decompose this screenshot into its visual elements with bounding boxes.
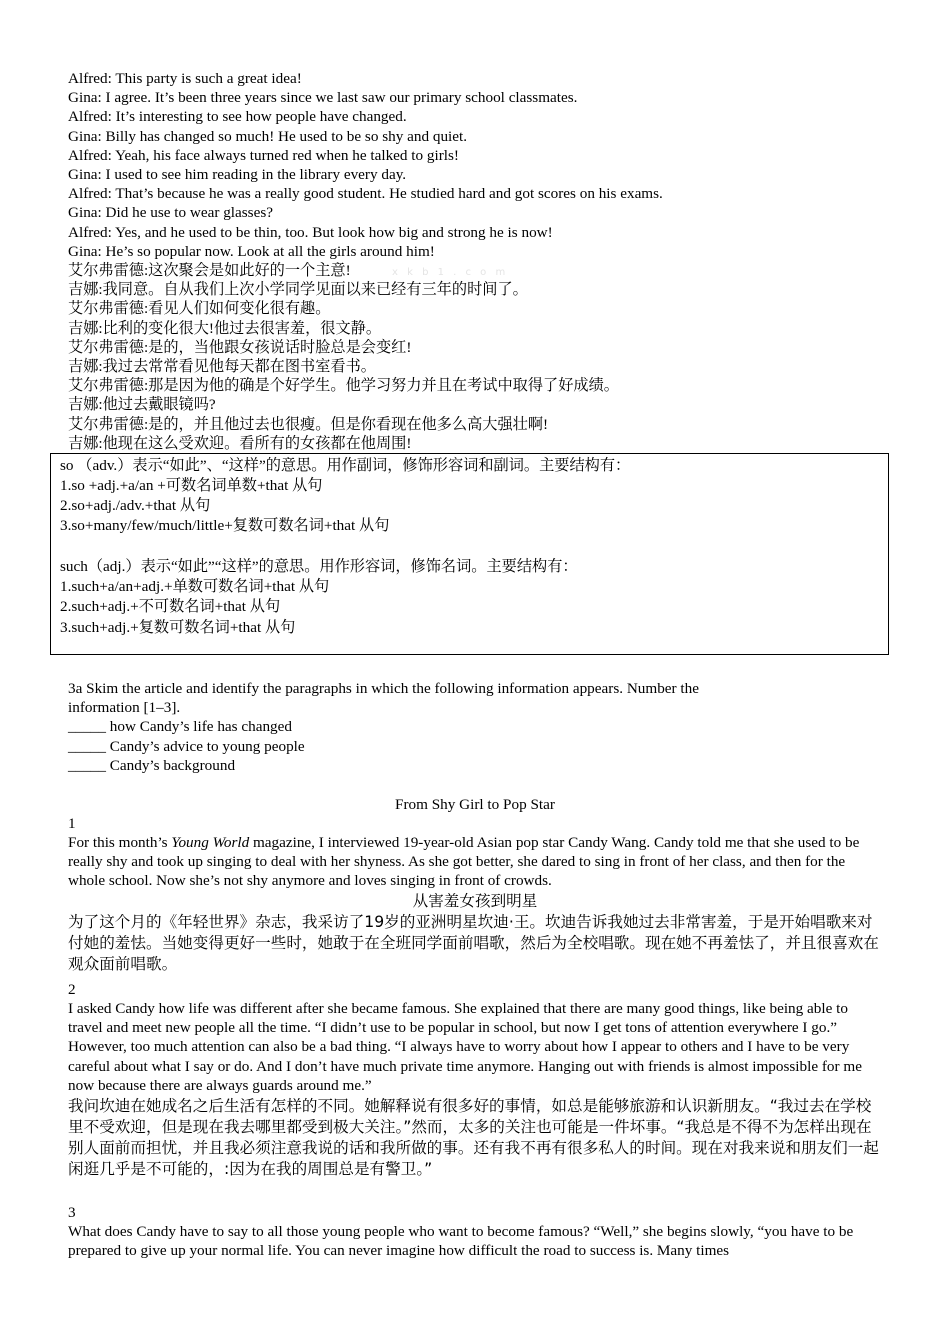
dialogue-line: 吉娜:他现在这么受欢迎。看所有的女孩都在他周围!	[68, 434, 412, 452]
paragraph-1-cn: 为了这个月的《年轻世界》杂志，我采访了19岁的亚洲明星坎迪·王。坎迪告诉我她过去非常害羞，于是开始唱歌来对付她的羞怯。当她变得更好一些时，她敢于在全班同学面前唱歌，然后为全校唱歌。现在她不再羞怯了，并且很喜欢在观众面前唱歌。	[68, 913, 879, 973]
task-item-label: Candy’s advice to young people	[105, 737, 305, 755]
such-rule: 1.such+a/an+adj.+单数可数名词+that 从句	[60, 578, 330, 595]
dialogue-line: 艾尔弗雷德:这次聚会是如此好的一个主意!	[68, 262, 351, 280]
such-intro: such（adj.）表示“如此”“这样”的意思。用作形容词，修饰名词。主要结构有：	[60, 558, 578, 575]
task-item	[68, 737, 888, 756]
task-instruction: 3a Skim the article and identify the paragraphs in which the following information appears. Number the	[68, 680, 699, 697]
watermark: x k b 1 . c o m	[392, 267, 509, 278]
dialogue-line: Gina: Did he use to wear glasses?	[68, 204, 273, 222]
dialogue-line: Gina: I agree. It’s been three years since we last saw our primary school classmates.	[68, 89, 578, 107]
dialogue-block	[68, 69, 888, 453]
paragraph-1-en	[68, 833, 883, 891]
magazine-name: Young World	[171, 834, 250, 851]
answer-blank[interactable]: _____	[68, 737, 106, 755]
so-rule: 3.so+many/few/much/little+复数可数名词+that 从句	[60, 517, 390, 534]
dialogue-line: 吉娜:比利的变化很大!他过去很害羞，很文静。	[68, 319, 382, 337]
paragraph-3-en: What does Candy have to say to all those young people who want to become famous? “Well,” she begins slowly, “you have to be prepared to give up your normal life. You can never imagine how difficult the road to success is. Many times	[68, 1223, 854, 1260]
paragraph-number: 2	[68, 981, 76, 998]
dialogue-line: 吉娜:他过去戴眼镜吗?	[68, 396, 216, 414]
task-item	[68, 756, 888, 775]
paragraph-number: 3	[68, 1204, 76, 1221]
dialogue-line: 艾尔弗雷德:那是因为他的确是个好学生。他学习努力并且在考试中取得了好成绩。	[68, 377, 619, 395]
so-intro: so （adv.）表示“如此”、“这样”的意思。用作副词，修饰形容词和副词。主要结构有：	[60, 457, 631, 474]
task-item-label: how Candy’s life has changed	[105, 718, 292, 736]
such-rule: 3.such+adj.+复数可数名词+that 从句	[60, 619, 296, 636]
dialogue-line: Alfred: That’s because he was a really good student. He studied hard and got scores on his exams.	[68, 185, 663, 203]
such-rule: 2.such+adj.+不可数名词+that 从句	[60, 598, 281, 615]
task-instruction: information [1–3].	[68, 699, 181, 717]
answer-blank[interactable]: _____	[68, 756, 106, 774]
dialogue-line: Alfred: It’s interesting to see how people have changed.	[68, 108, 407, 126]
dialogue-line: 吉娜:我同意。自从我们上次小学同学见面以来已经有三年的时间了。	[68, 281, 528, 299]
dialogue-line: 吉娜:我过去常常看见他每天都在图书室看书。	[68, 358, 376, 376]
paragraph-2-cn: 我问坎迪在她成名之后生活有怎样的不同。她解释说有很多好的事情，如总是能够旅游和认识新朋友。“我过去在学校里不受欢迎，但是现在我去哪里都受到极大关注。”然而，太多的关注也可能是一件坏事。“我总是不得不为怎样出现在别人面前而担忧，并且我必须注意我说的话和我所做的事。还有我不再有很多私人的时间。现在对我来说和朋友们一起闲逛几乎是不可能的，:因为在我的周围总是有警卫。”	[68, 1097, 879, 1178]
answer-blank[interactable]: _____	[68, 718, 106, 736]
dialogue-line: Alfred: Yes, and he used to be thin, too. But look how big and strong he is now!	[68, 223, 553, 241]
dialogue-line: Gina: He’s so popular now. Look at all the girls around him!	[68, 242, 435, 260]
task-item-label: Candy’s background	[105, 756, 236, 774]
dialogue-line: Gina: Billy has changed so much! He used to be so shy and quiet.	[68, 127, 468, 145]
paragraph-2-en: I asked Candy how life was different after she became famous. She explained that there are many good things, like being able to travel and meet new people all the time. “I didn’t use to be popular in school, but now I get tons of attention everywhere I go.” However, too much attention can also be a bad thing. “I always have to worry about how I appear to others and I have to be very careful about what I say or do. And I don’t have much private time anymore. Hanging out with friends is almost impossible for me now because there are always guards around me.”	[68, 1000, 862, 1094]
article-title-en: From Shy Girl to Pop Star	[395, 796, 555, 813]
dialogue-line: Gina: I used to see him reading in the library every day.	[68, 166, 407, 184]
task-3a	[68, 679, 888, 775]
dialogue-line: 艾尔弗雷德:是的，当他跟女孩说话时脸总是会变红!	[68, 338, 412, 356]
paragraph-number: 1	[68, 815, 76, 832]
so-rule: 2.so+adj./adv.+that 从句	[60, 497, 211, 514]
article-title-cn: 从害羞女孩到明星	[412, 892, 538, 910]
dialogue-line: Alfred: This party is such a great idea!	[68, 70, 302, 87]
grammar-box	[50, 453, 889, 655]
dialogue-line: 艾尔弗雷德:是的，并且他过去也很瘦。但是你看现在他多么高大强壮啊!	[68, 415, 549, 433]
so-rule: 1.so +adj.+a/an +可数名词单数+that 从句	[60, 477, 323, 494]
dialogue-line: Alfred: Yeah, his face always turned red when he talked to girls!	[68, 146, 459, 164]
p1-text-start: For this month’s	[68, 834, 172, 851]
task-item	[68, 717, 888, 736]
dialogue-line: 艾尔弗雷德:看见人们如何变化很有趣。	[68, 300, 331, 318]
p1-text-end: magazine, I interviewed 19-year-old Asian pop star Candy Wang. Candy told me that she used to be really shy and took up singing to deal with her shyness. As she got better, she dared to sing in front of her class, and then for the whole school. Now she’s not shy anymore and loves singing in front of crowds.	[68, 834, 860, 890]
